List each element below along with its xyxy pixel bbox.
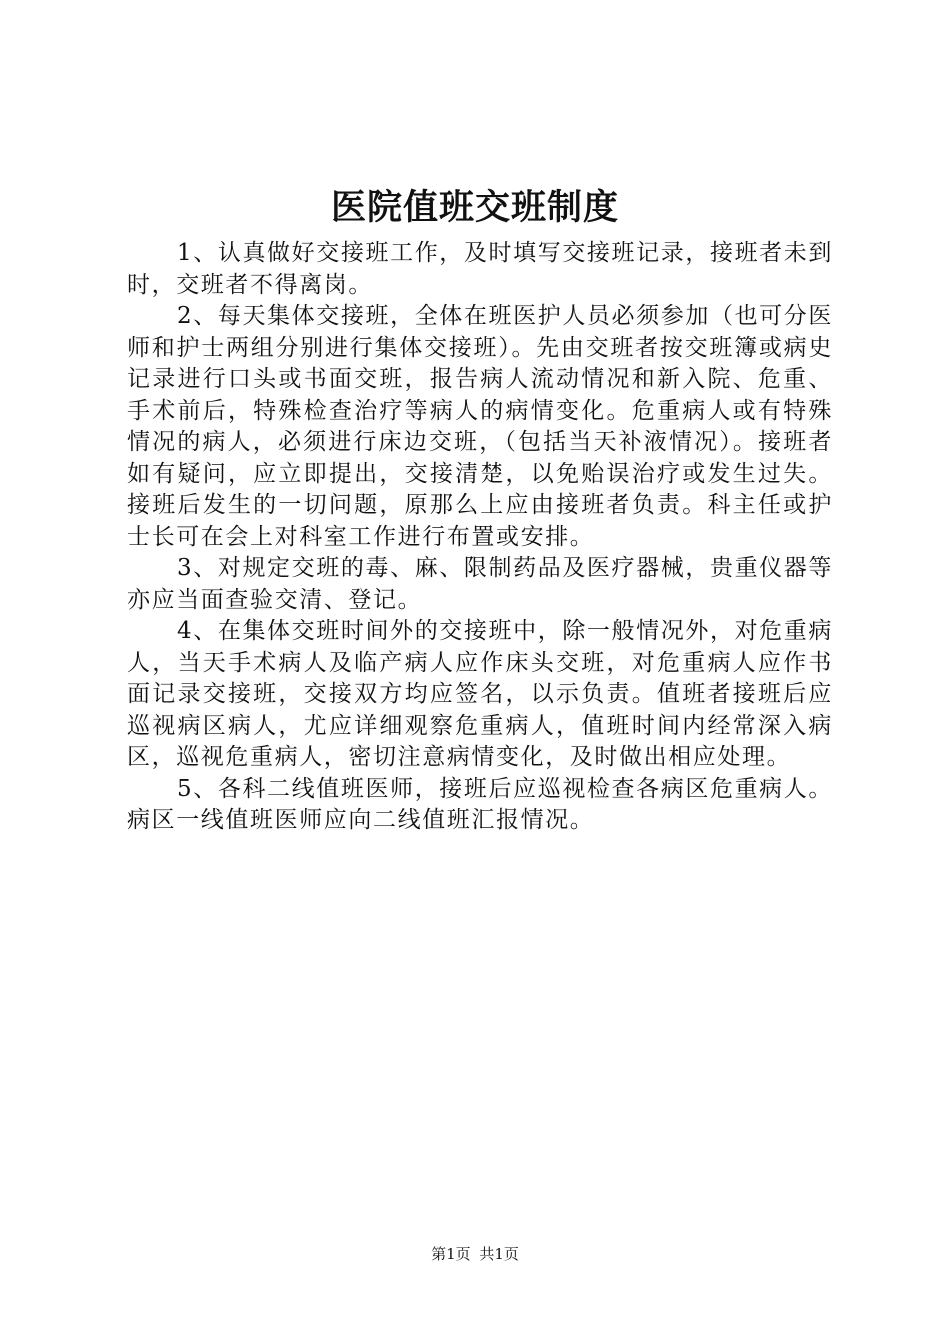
paragraph-5: 5、各科二线值班医师，接班后应巡视检查各病区危重病人。病区一线值班医师应向二线值班汇报情况。 (127, 775, 833, 833)
paragraph-3: 3、对规定交班的毒、麻、限制药品及医疗器械，贵重仪器等亦应当面查验交清、登记。 (127, 555, 833, 613)
paragraph-2: 2、每天集体交接班，全体在班医护人员必须参加（也可分医师和护士两组分别进行集体交接班）。先由交班者按交班簿或病史记录进行口头或书面交班，报告病人流动情况和新入院、危重、手术前后，特殊检查治疗等病人的病情变化。危重病人或有特殊情况的病人，必须进行床边交班，（包括当天补液情况）。接班者如有疑问，应立即提出，交接清楚，以免贻误治疗或发生过失。接班后发生的一切问题，原那么上应由接班者负责。科主任或护士长可在会上对科室工作进行布置或安排。 (127, 303, 833, 550)
paragraph-4: 4、在集体交班时间外的交接班中，除一般情况外，对危重病人，当天手术病人及临产病人应作床头交班，对危重病人应作书面记录交接班，交接双方均应签名，以示负责。值班者接班后应巡视病区病人，尤应详细观察危重病人，值班时间内经常深入病区，巡视危重病人，密切注意病情变化，及时做出相应处理。 (127, 618, 833, 770)
page-footer (0, 1244, 950, 1264)
page-title: 医院值班交班制度 (330, 188, 619, 228)
page-count: 共1页 (479, 1245, 519, 1263)
document-body (127, 238, 833, 837)
paragraph-1: 1、认真做好交接班工作，及时填写交接班记录，接班者未到时，交班者不得离岗。 (127, 240, 833, 298)
page-number: 第1页 (431, 1245, 471, 1263)
